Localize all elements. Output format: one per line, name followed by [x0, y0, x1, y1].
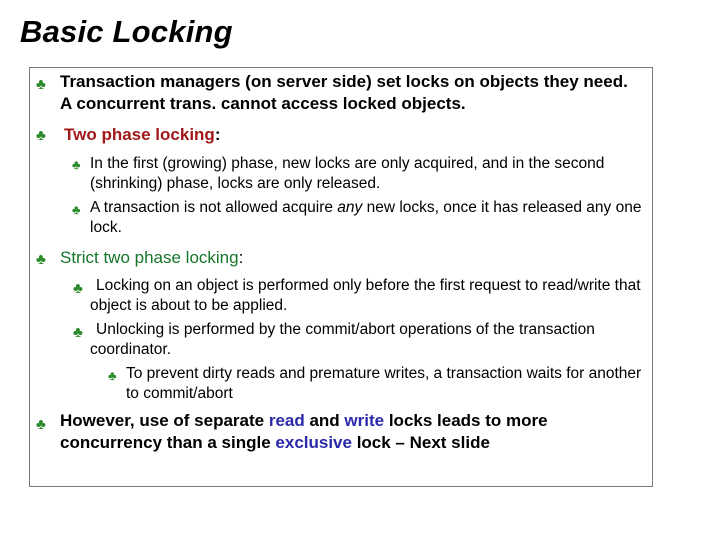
bullet-read-write-locks — [60, 410, 640, 454]
emphasis-any: any — [337, 199, 363, 216]
sub-bullet-no-new-locks — [90, 198, 646, 238]
bullet-text: and — [304, 411, 345, 430]
bullet-two-phase-locking — [64, 124, 221, 146]
club-bullet-icon: ♣ — [36, 76, 46, 93]
strict-two-phase-heading: Strict two phase locking — [60, 248, 239, 267]
sub-bullet-locking-before-request — [90, 276, 650, 316]
bullet-transaction-managers — [60, 71, 640, 115]
club-bullet-icon: ♣ — [72, 157, 81, 172]
club-bullet-icon: ♣ — [36, 127, 46, 144]
sub-bullet-text: To prevent dirty reads and premature writes, a transaction waits for another to commit/abort — [126, 365, 642, 402]
club-bullet-icon: ♣ — [108, 368, 117, 383]
sub-sub-bullet-dirty-reads — [126, 364, 646, 404]
club-bullet-icon: ♣ — [36, 416, 46, 433]
keyword-exclusive: exclusive — [275, 433, 352, 452]
sub-bullet-unlocking-commit — [90, 320, 650, 360]
keyword-write: write — [344, 411, 385, 430]
club-bullet-icon: ♣ — [72, 202, 81, 217]
keyword-read: read — [268, 411, 305, 430]
colon: : — [214, 125, 221, 144]
sub-bullet-text: new locks, once it has released any one lock. — [90, 199, 642, 236]
two-phase-locking-heading: Two phase locking — [64, 125, 215, 144]
sub-bullet-text: Locking on an object is performed only before the first request to read/write that object is about to be applied. — [90, 277, 641, 314]
sub-bullet-growing-phase — [90, 154, 650, 194]
bullet-text: Transaction managers (on server side) set locks on objects they need. A concurrent trans. cannot access locked objects. — [60, 72, 628, 113]
sub-bullet-text: In the first (growing) phase, new locks are only acquired, and in the second (shrinking) phase, locks are only released. — [90, 155, 605, 192]
club-bullet-icon: ♣ — [36, 251, 46, 268]
slide-title: Basic Locking — [20, 14, 233, 49]
bullet-text: However, use of separate — [60, 411, 269, 430]
club-bullet-icon: ♣ — [73, 280, 83, 297]
club-bullet-icon: ♣ — [73, 324, 83, 341]
bullet-strict-two-phase-locking — [60, 247, 243, 269]
bullet-text: lock – Next slide — [351, 433, 490, 452]
bullet-text: locks leads to more concurrency than a single — [60, 411, 548, 452]
sub-bullet-text: A transaction is not allowed acquire — [90, 199, 338, 216]
sub-bullet-text: Unlocking is performed by the commit/abort operations of the transaction coordinator. — [90, 321, 595, 358]
colon: : — [238, 248, 244, 267]
